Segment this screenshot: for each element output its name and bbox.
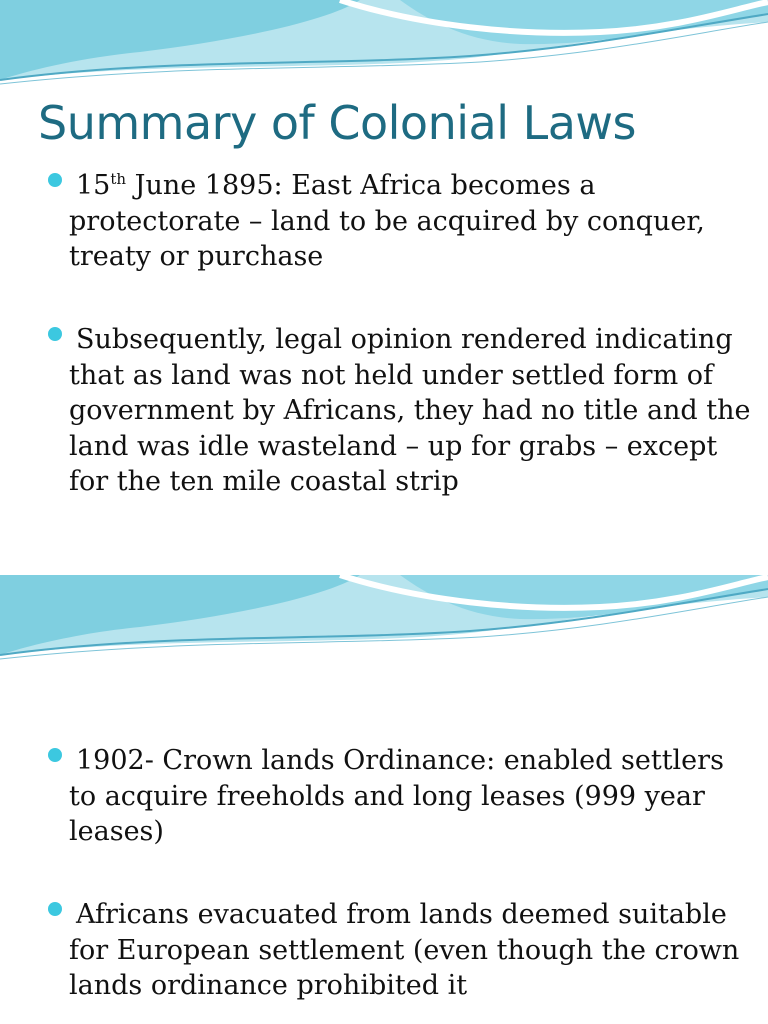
bullet-dot-icon xyxy=(48,173,62,187)
bullet-item xyxy=(69,897,759,1004)
bullet-dot-icon xyxy=(48,327,62,341)
slide-title: Summary of Colonial Laws xyxy=(38,96,636,150)
bullet-dot-icon xyxy=(48,902,62,916)
slide-2 xyxy=(0,575,768,1024)
bullet-item xyxy=(69,322,759,500)
header-wave-decoration xyxy=(0,0,768,100)
bullet-item xyxy=(69,743,759,850)
bullet-text: 1902- Crown lands Ordinance: enabled settlers to acquire freeholds and long leases (999 year leases) xyxy=(69,745,724,847)
bullet-text: Subsequently, legal opinion rendered indicating that as land was not held under settled form of government by Africans, they had no title and the land was idle wasteland – up for grabs – except for the ten mile coastal strip xyxy=(69,324,751,497)
header-wave-decoration xyxy=(0,575,768,675)
bullet-item xyxy=(69,168,759,275)
bullet-date-day: 15 xyxy=(76,170,111,201)
ordinal-suffix: th xyxy=(110,170,127,188)
bullet-text: June 1895: East Africa becomes a protectorate – land to be acquired by conquer, treaty or purchase xyxy=(69,170,705,272)
bullet-dot-icon xyxy=(48,748,62,762)
bullet-text: Africans evacuated from lands deemed suitable for European settlement (even though the crown lands ordinance prohibited it xyxy=(69,899,740,1001)
